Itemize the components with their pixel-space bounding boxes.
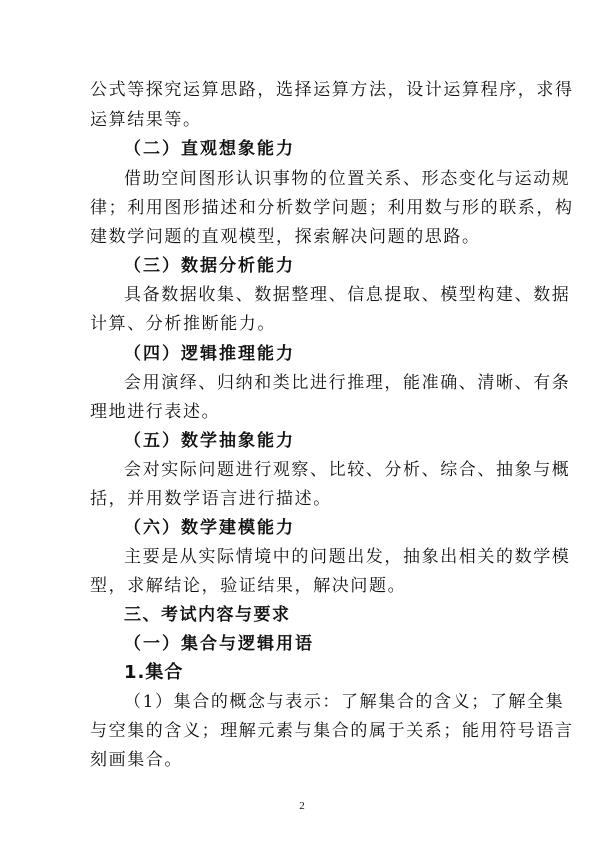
paragraph-line: （1）集合的概念与表示：了解集合的含义；了解全集: [124, 692, 565, 712]
subsection-heading: 1.集合: [124, 662, 184, 683]
section-heading: （一）集合与逻辑用语: [124, 634, 314, 654]
paragraph-line: 型，求解结论，验证结果，解决问题。: [90, 576, 407, 596]
paragraph-line: 律；利用图形描述和分析数学问题；利用数与形的联系，构: [90, 198, 574, 218]
section-heading: （六）数学建模能力: [124, 518, 295, 538]
section-heading: （二）直观想象能力: [124, 139, 295, 159]
paragraph-line: 刻画集合。: [90, 750, 183, 770]
section-heading: （五）数学抽象能力: [124, 431, 295, 451]
paragraph-line: 主要是从实际情境中的问题出发，抽象出相关的数学模: [124, 547, 571, 567]
paragraph-line: 会对实际问题进行观察、比较、分析、综合、抽象与概: [124, 460, 571, 480]
chapter-heading: 三、考试内容与要求: [124, 605, 291, 625]
paragraph-line: 建数学问题的直观模型，探索解决问题的思路。: [90, 227, 481, 247]
page-number: 2: [299, 800, 305, 812]
paragraph-line: 借助空间图形认识事物的位置关系、形态变化与运动规: [124, 169, 571, 189]
paragraph-line: 运算结果等。: [90, 110, 202, 130]
paragraph-line: 公式等探究运算思路，选择运算方法，设计运算程序，求得: [90, 80, 574, 100]
paragraph-line: 具备数据收集、数据整理、信息提取、模型构建、数据: [124, 285, 571, 305]
paragraph-line: 括，并用数学语言进行描述。: [90, 489, 332, 509]
paragraph-line: 理地进行表述。: [90, 402, 221, 422]
paragraph-line: 会用演绎、归纳和类比进行推理，能准确、清晰、有条: [124, 373, 571, 393]
section-heading: （三）数据分析能力: [124, 256, 295, 276]
paragraph-line: 与空集的含义；理解元素与集合的属于关系；能用符号语言: [90, 721, 574, 741]
paragraph-line: 计算、分析推断能力。: [90, 314, 276, 334]
section-heading: （四）逻辑推理能力: [124, 344, 295, 364]
